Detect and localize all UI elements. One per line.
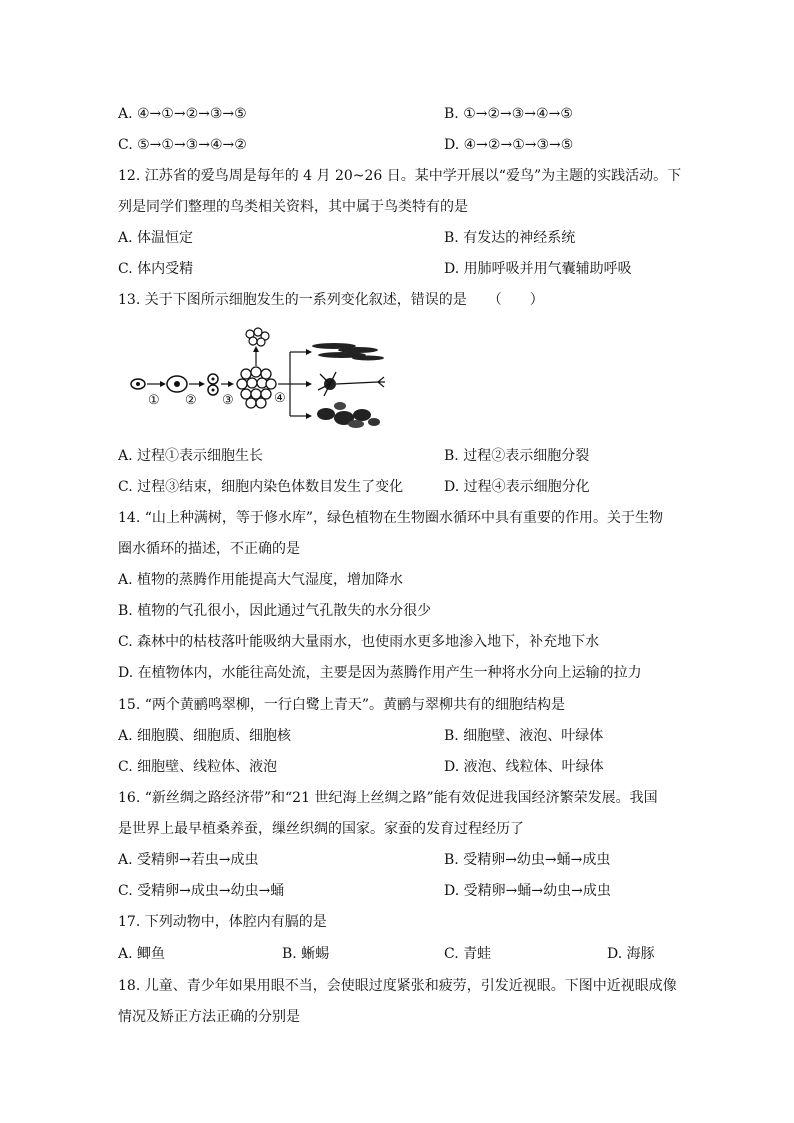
q14-stem-line1: 14. “山上种满树，等于修水库”，绿色植物在生物圈水循环中具有重要的作用。关于生物 [118, 510, 664, 526]
q17-stem: 17. 下列动物中，体腔内有膈的是 [118, 914, 327, 930]
q16-option-c: C. 受精卵→成虫→幼虫→蛹 [118, 883, 285, 899]
q16-stem-line1: 16. “新丝绸之路经济带”和“21 世纪海上丝绸之路”能有效促进我国经济繁荣发展。我国 [118, 790, 658, 806]
q14-option-c: C. 森林中的枯枝落叶能吸纳大量雨水，也使雨水更多地渗入地下，补充地下水 [118, 634, 600, 650]
q16-option-a: A. 受精卵→若虫→成虫 [118, 852, 259, 868]
q18-stem-line1: 18. 儿童、青少年如果用眼不当，会使眼过度紧张和疲劳，引发近视眼。下图中近视眼成像 [118, 978, 677, 994]
q12-option-d: D. 用肺呼吸并用气囊辅助呼吸 [444, 261, 632, 277]
cell-change-figure [122, 322, 392, 432]
q13-option-d: D. 过程④表示细胞分化 [444, 479, 590, 495]
q15-option-a: A. 细胞膜、细胞质、细胞核 [118, 728, 292, 744]
q17-option-a: A. 鲫鱼 [118, 946, 166, 962]
q16-option-b: B. 受精卵→幼虫→蛹→成虫 [444, 852, 611, 868]
figure-label-3: ③ [222, 393, 234, 408]
q15-option-c: C. 细胞壁、线粒体、液泡 [118, 759, 278, 775]
q12-option-c: C. 体内受精 [118, 261, 194, 277]
tissue-cells-icon [317, 402, 380, 428]
q17-option-b: B. 蜥蜴 [282, 946, 330, 962]
q14-option-b: B. 植物的气孔很小，因此通过气孔散失的水分很少 [118, 603, 432, 619]
grown-cell-icon [167, 376, 187, 392]
figure-label-1: ① [148, 393, 160, 408]
q15-option-b: B. 细胞壁、液泡、叶绿体 [444, 728, 604, 744]
q16-stem-line2: 是世界上最早植桑养蚕，缫丝织绸的国家。家蚕的发育过程经历了 [118, 821, 524, 837]
q15-option-d: D. 液泡、线粒体、叶绿体 [444, 759, 604, 775]
q18-stem-line2: 情况及矫正方法正确的分别是 [118, 1009, 300, 1025]
q15-stem: 15. “两个黄鹂鸣翠柳，一行白鹭上青天”。黄鹂与翠柳共有的细胞结构是 [118, 697, 566, 713]
figure-label-4: ④ [274, 391, 286, 406]
q11-option-c: C. ⑤→①→③→④→② [118, 137, 247, 153]
nerve-cell-icon [318, 372, 385, 396]
top-cluster-icon [246, 328, 269, 346]
q17-option-d: D. 海豚 [607, 946, 655, 962]
q12-stem-line2: 列是同学们整理的鸟类相关资料，其中属于鸟类特有的是 [118, 199, 468, 215]
q14-option-a: A. 植物的蒸腾作用能提高大气湿度，增加降水 [118, 572, 404, 588]
cell-cluster-icon [237, 367, 276, 408]
q11-option-a: A. ④→①→②→③→⑤ [118, 106, 247, 122]
q13-stem: 13. 关于下图所示细胞发生的一系列变化叙述，错误的是 （ ） [118, 292, 544, 308]
q14-option-d: D. 在植物体内，水能往高处流，主要是因为蒸腾作用产生一种将水分向上运输的拉力 [118, 665, 642, 681]
divided-cells-icon [208, 374, 218, 395]
q13-option-b: B. 过程②表示细胞分裂 [444, 448, 590, 464]
q16-option-d: D. 受精卵→蛹→幼虫→成虫 [444, 883, 611, 899]
q13-option-c: C. 过程③结束，细胞内染色体数目发生了变化 [118, 479, 404, 495]
q17-option-c: C. 青蛙 [444, 946, 492, 962]
single-cell-icon [131, 379, 145, 389]
q12-option-a: A. 体温恒定 [118, 230, 194, 246]
q12-stem-line1: 12. 江苏省的爱鸟周是每年的 4 月 20~26 日。某中学开展以“爱鸟”为主题的实践活动。下 [118, 168, 682, 184]
figure-label-2: ② [185, 393, 197, 408]
q12-option-b: B. 有发达的神经系统 [444, 230, 576, 246]
q14-stem-line2: 圈水循环的描述，不正确的是 [118, 541, 300, 557]
q11-option-d: D. ④→②→①→③→⑤ [444, 137, 574, 153]
q11-option-b: B. ①→②→③→④→⑤ [444, 106, 573, 122]
muscle-tissue-icon [312, 343, 384, 361]
q13-option-a: A. 过程①表示细胞生长 [118, 448, 264, 464]
